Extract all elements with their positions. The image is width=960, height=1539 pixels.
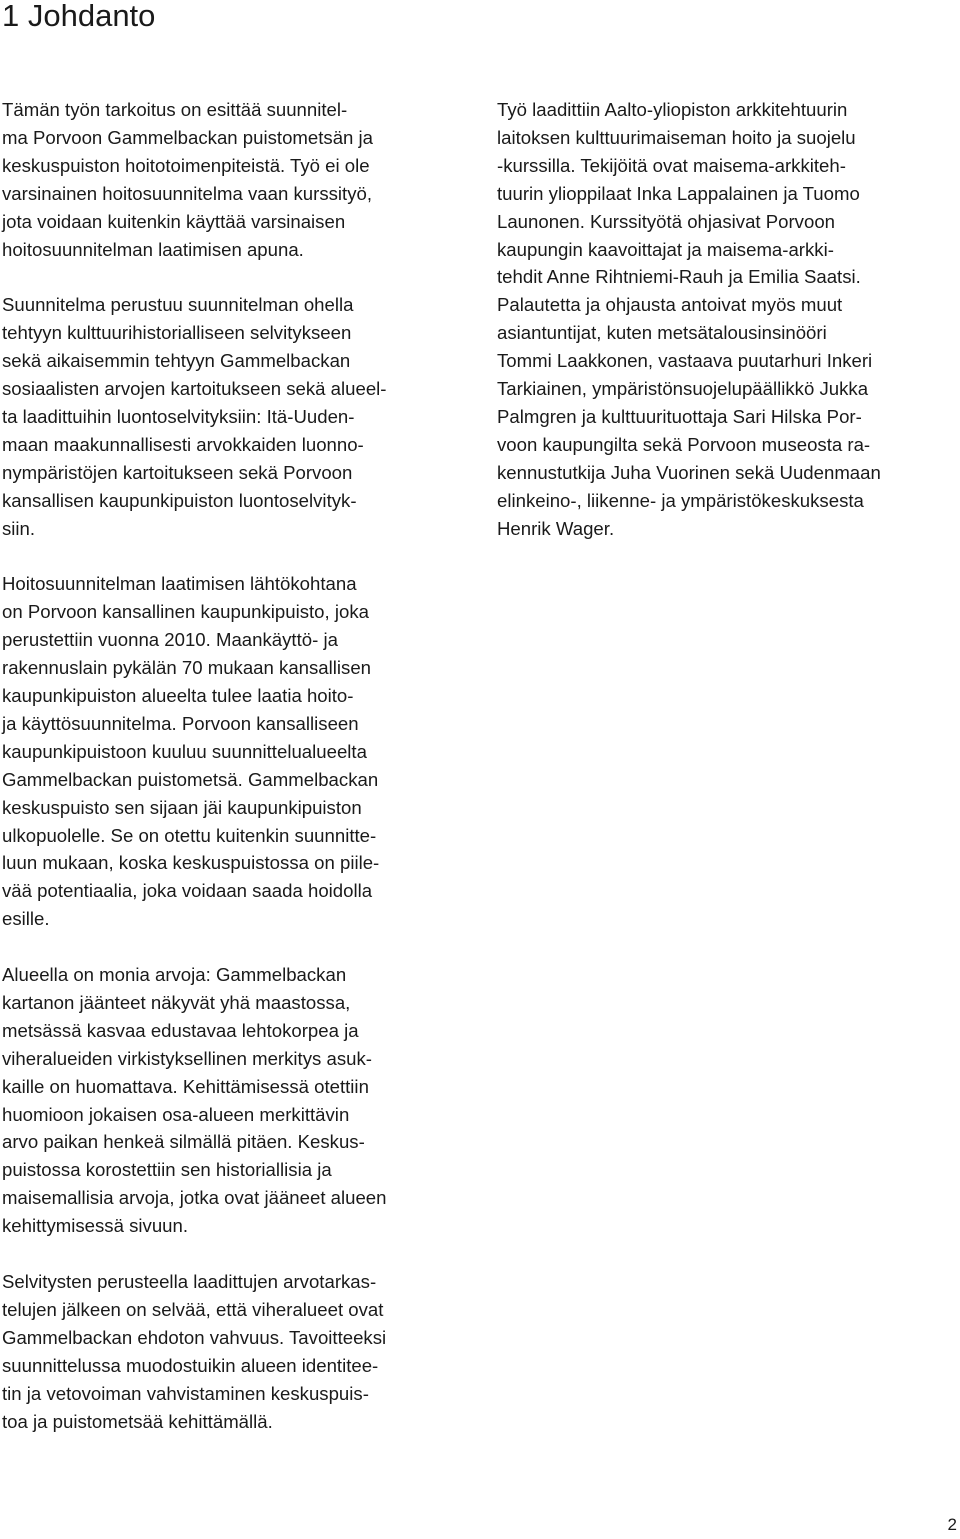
text-line: Tommi Laakkonen, vastaava puutarhuri Inkeri [497, 350, 873, 372]
text-line: Selvitysten perusteella laadittujen arvotarkas- [2, 1271, 377, 1292]
text-line: sosiaalisten arvojen kartoitukseen sekä alueel- [2, 378, 387, 400]
text-line: kaupunkipuiston alueelta tulee laatia hoito- [2, 685, 354, 706]
text-line: Gammelbackan ehdoton vahvuus. Tavoitteeksi [2, 1326, 387, 1348]
text-line: kennustutkija Juha Vuorinen sekä Uudenmaan [497, 461, 881, 483]
text-line: Tämän työn tarkoitus on esittää suunnitel- [2, 99, 348, 120]
text-line: jota voidaan kuitenkin käyttää varsinaisen [2, 210, 346, 232]
text-line: ta laadittuihin luontoselvityksiin: Itä-Uuden- [2, 405, 355, 427]
text-line: metsässä kasvaa edustavaa lehtokorpea ja [2, 1019, 359, 1041]
text-line: Työ laadittiin Aalto-yliopiston arkkitehtuurin [497, 99, 848, 120]
text-line: perustettiin vuonna 2010. Maankäyttö- ja [2, 629, 338, 651]
text-line: luun mukaan, koska keskuspuistossa on piile- [2, 852, 380, 874]
text-line: laitoksen kulttuurimaiseman hoito ja suojelu [497, 126, 856, 148]
left-text-column [2, 96, 482, 1463]
text-line: suunnittelussa muodostuikin alueen identitee- [2, 1354, 379, 1376]
text-line: ulkopuolelle. Se on otettu kuitenkin suunnitte- [2, 824, 377, 846]
text-line: asiantuntijat, kuten metsätalousinsinööri [497, 322, 827, 344]
text-line: kartanon jäänteet näkyvät yhä maastossa, [2, 991, 351, 1013]
text-line: siin. [2, 517, 36, 539]
right-text-column [497, 96, 952, 570]
text-line: telujen jälkeen on selvää, että viheralueet ovat [2, 1298, 384, 1320]
text-line: keskuspuiston hoitotoimenpiteistä. Työ ei ole [2, 154, 370, 176]
text-line: varsinainen hoitosuunnitelma vaan kurssityö, [2, 182, 373, 204]
text-line: elinkeino-, liikenne- ja ympäristökeskuksesta [497, 489, 864, 511]
text-line: Launonen. Kurssityötä ohjasivat Porvoon [497, 210, 836, 232]
text-line: kehittymisessä sivuun. [2, 1215, 189, 1237]
paragraph [2, 291, 482, 542]
paragraph [2, 96, 482, 263]
text-line: kaupunkipuistoon kuuluu suunnittelualueelta [2, 740, 367, 762]
text-line: Gammelbackan puistometsä. Gammelbackan [2, 768, 379, 790]
text-line: keskuspuisto sen sijaan jäi kaupunkipuiston [2, 796, 362, 818]
text-line: Hoitosuunnitelman laatimisen lähtökohtana [2, 573, 357, 595]
text-line: on Porvoon kansallinen kaupunkipuisto, joka [2, 601, 369, 623]
paragraph [2, 961, 482, 1240]
text-line: kaille on huomattava. Kehittämisessä otettiin [2, 1075, 369, 1097]
text-line: nympäristöjen kartoitukseen sekä Porvoon [2, 461, 353, 483]
text-line: toa ja puistometsää kehittämällä. [2, 1410, 273, 1432]
text-line: sekä aikaisemmin tehtyyn Gammelbackan [2, 350, 351, 372]
text-line: maisemallisia arvoja, jotka ovat jääneet alueen [2, 1187, 387, 1209]
text-line: ja käyttösuunnitelma. Porvoon kansalliseen [2, 712, 359, 734]
paragraph [2, 1268, 482, 1435]
text-line: Alueella on monia arvoja: Gammelbackan [2, 964, 347, 986]
text-line: rakennuslain pykälän 70 mukaan kansallisen [2, 657, 372, 679]
text-line: Tarkiainen, ympäristönsuojelupäällikkö Jukka [497, 378, 869, 400]
text-line: arvo paikan henkeä silmällä pitäen. Keskus- [2, 1131, 365, 1153]
paragraph [497, 96, 952, 543]
text-line: kaupungin kaavoittajat ja maisema-arkki- [497, 238, 834, 260]
text-line: viheralueiden virkistyksellinen merkitys asuk- [2, 1047, 372, 1069]
text-line: hoitosuunnitelman laatimisen apuna. [2, 238, 304, 260]
paragraph [2, 570, 482, 933]
text-line: tehtyyn kulttuurihistorialliseen selvitykseen [2, 322, 352, 344]
text-line: esille. [2, 908, 50, 930]
text-line: -kurssilla. Tekijöitä ovat maisema-arkkiteh- [497, 154, 846, 176]
text-line: ma Porvoon Gammelbackan puistometsän ja [2, 126, 374, 148]
text-line: tehdit Anne Rihtniemi-Rauh ja Emilia Saatsi. [497, 266, 861, 288]
text-line: huomioon jokaisen osa-alueen merkittävin [2, 1103, 350, 1125]
page-number: 2 [947, 1515, 957, 1534]
text-line: vää potentiaalia, joka voidaan saada hoidolla [2, 880, 373, 902]
text-line: maan maakunnallisesti arvokkaiden luonno- [2, 433, 364, 455]
text-line: Palautetta ja ohjausta antoivat myös muut [497, 294, 843, 316]
text-line: tin ja vetovoiman vahvistaminen keskuspuis- [2, 1382, 369, 1404]
text-line: Suunnitelma perustuu suunnitelman ohella [2, 294, 354, 316]
page-title: 1 Johdanto [2, 0, 156, 33]
text-line: Palmgren ja kulttuurituottaja Sari Hilska Por- [497, 405, 862, 427]
text-line: tuurin ylioppilaat Inka Lappalainen ja Tuomo [497, 182, 860, 204]
text-line: kansallisen kaupunkipuiston luontoselvityk- [2, 489, 357, 511]
text-line: Henrik Wager. [497, 517, 615, 539]
text-line: voon kaupungilta sekä Porvoon museosta ra- [497, 433, 871, 455]
text-line: puistossa korostettiin sen historiallisia ja [2, 1159, 332, 1181]
